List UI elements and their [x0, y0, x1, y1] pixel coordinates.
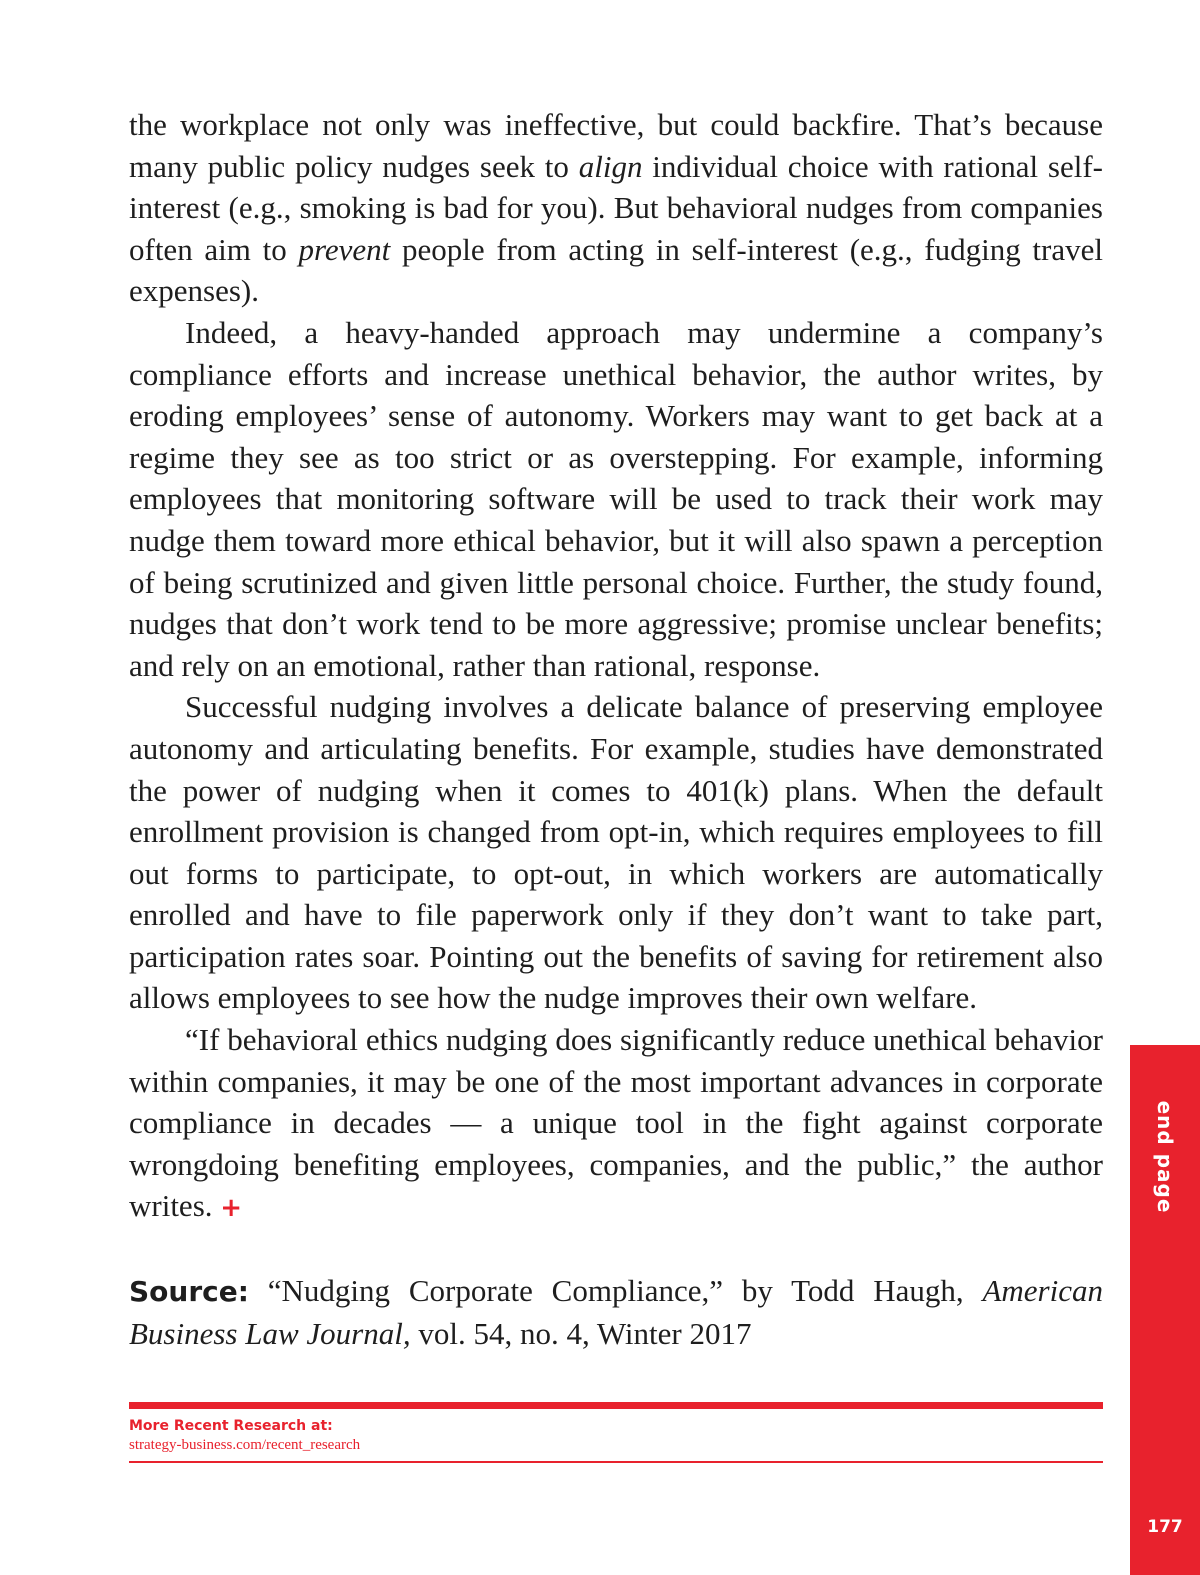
- paragraph-1-text-a: the workplace not only was ineffective, but could backfire. That’s because many public policy nudges seek to: [129, 107, 1103, 184]
- paragraph-1-text-c: individual choice with rational self-interest (e.g., smoking is bad for you). But behavioral nudges from companies often aim to: [129, 148, 1103, 267]
- source-text: “Nudging Corporate Compliance,” by Todd Haugh,: [248, 1273, 983, 1309]
- emphasis-prevent: prevent: [298, 231, 391, 267]
- emphasis-align: align: [578, 148, 643, 184]
- more-research-label: More Recent Research at:: [129, 1418, 333, 1434]
- paragraph-2: Indeed, a heavy-handed approach may undermine a company’s compliance efforts and increase unethical behavior, the author writes, by eroding employees’ sense of autonomy. Workers may want to get back at a regime they see as too strict or as overstepping. For example, informing employees that monitoring software will be used to track their work may nudge them toward more ethical behavior, but it will also spawn a perception of being scrutinized and given little personal choice. Further, the study found, nudges that don’t work tend to be more aggressive; promise unclear benefits; and rely on an emotional, rather than rational, response.: [129, 314, 1103, 683]
- side-tab: [1130, 1045, 1200, 1575]
- paragraph-1: [129, 104, 1103, 312]
- paragraph-1-text-e: people from acting in self-interest (e.g., fudging travel expenses).: [129, 231, 1103, 309]
- article-body: [129, 104, 1103, 1354]
- source-citation: [129, 1270, 1103, 1354]
- more-research-link[interactable]: strategy-business.com/recent_research: [129, 1437, 361, 1453]
- paragraph-3: Successful nudging involves a delicate balance of preserving employee autonomy and articulating benefits. For example, studies have demonstrated the power of nudging when it comes to 401(k) plans. When the default enrollment provision is changed from opt-in, which requires employees to fill out forms to participate, to opt-out, in which workers are automatically enrolled and have to file paperwork only if they don’t want to take part, participation rates soar. Pointing out the benefits of saving for retirement also allows employees to see how the nudge improves their own welfare.: [129, 689, 1103, 1016]
- paragraph-4: [129, 1019, 1103, 1230]
- paragraph-4-text: “If behavioral ethics nudging does significantly reduce unethical behavior within companies, it may be one of the most important advances in corporate compliance in decades — a unique tool in the fight against corporate wrongdoing benefiting employees, companies, and the public,” the author writes.: [129, 1022, 1103, 1224]
- source-label: Source:: [129, 1275, 249, 1309]
- source-journal: American Business Law Journal,: [129, 1273, 1103, 1351]
- footer-top-rule: [129, 1402, 1103, 1409]
- footer: [129, 1402, 1103, 1463]
- end-mark-icon: +: [220, 1193, 243, 1224]
- source-details: vol. 54, no. 4, Winter 2017: [410, 1315, 752, 1351]
- end-page-label: end page: [1153, 1100, 1177, 1214]
- footer-bottom-rule: [129, 1461, 1103, 1463]
- page-number: 177: [1147, 1517, 1183, 1537]
